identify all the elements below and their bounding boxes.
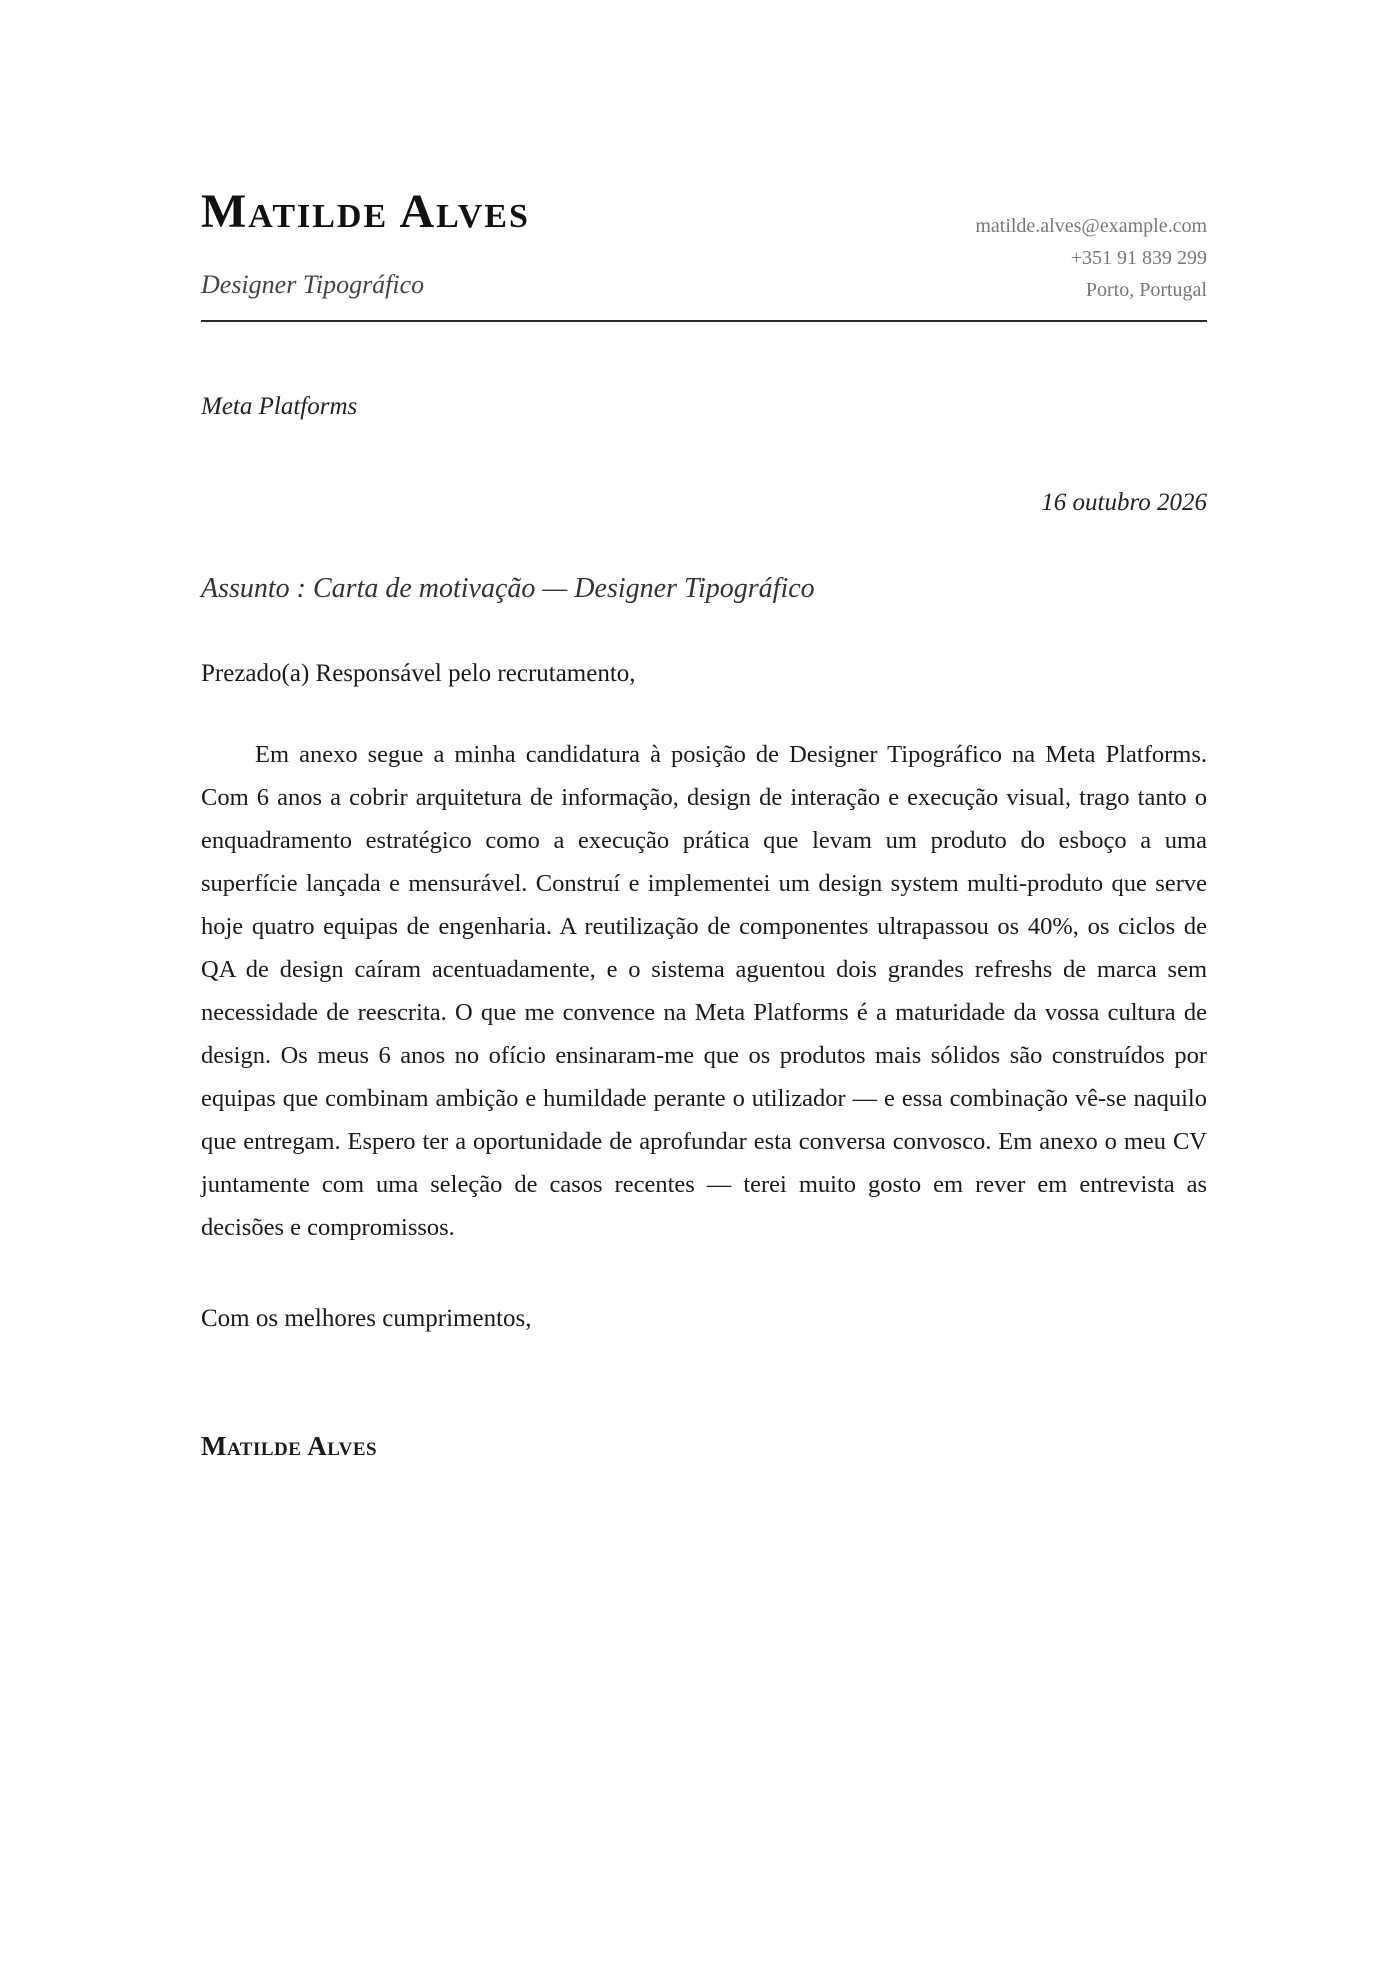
contact-phone: +351 91 839 299: [1070, 247, 1207, 269]
recipient: Meta Platforms: [201, 393, 358, 420]
letter-header: [201, 186, 1207, 322]
salutation: Prezado(a) Responsável pelo recrutamento,: [201, 660, 636, 687]
letter-body: Em anexo segue a minha candidatura à posição de Designer Tipográfico na Meta Platforms. Com 6 anos a cobrir arquitetura de informação, design de interação e execução visual, trago tanto o enquadramento estratégico como a execução prática que levam um produto do esboço a uma superfície lançada e mensurável. Construí e implementei um design system multi-produto que serve hoje quatro equipas de engenharia. A reutilização de componentes ultrapassou os 40%, os ciclos de QA de design caíram acentuadamente, e o sistema aguentou dois grandes refreshs de marca sem necessidade de reescrita. O que me convence na Meta Platforms é a maturidade da vossa cultura de design. Os meus 6 anos no ofício ensinaram-me que os produtos mais sólidos são construídos por equipas que combinam ambição e humildade perante o utilizador — e essa combinação vê-se naquilo que entregam. Espero ter a oportunidade de aprofundar esta conversa convosco. Em anexo o meu CV juntamente com uma seleção de casos recentes — terei muito gosto em rever em entrevista as decisões e compromissos.: [201, 741, 1207, 1241]
closing: Com os melhores cumprimentos,: [201, 1305, 532, 1332]
sender-title: Designer Tipográfico: [201, 270, 425, 299]
sender-name: Matilde Alves: [201, 185, 530, 238]
contact-block: [975, 210, 1207, 306]
contact-email: matilde.alves@example.com: [975, 215, 1207, 237]
letter-date: 16 outubro 2026: [1041, 489, 1207, 516]
letter-subject: Assunto : Carta de motivação — Designer Tipográfico: [201, 573, 815, 604]
contact-location: Porto, Portugal: [1085, 279, 1207, 301]
signature: Matilde Alves: [201, 1431, 378, 1461]
